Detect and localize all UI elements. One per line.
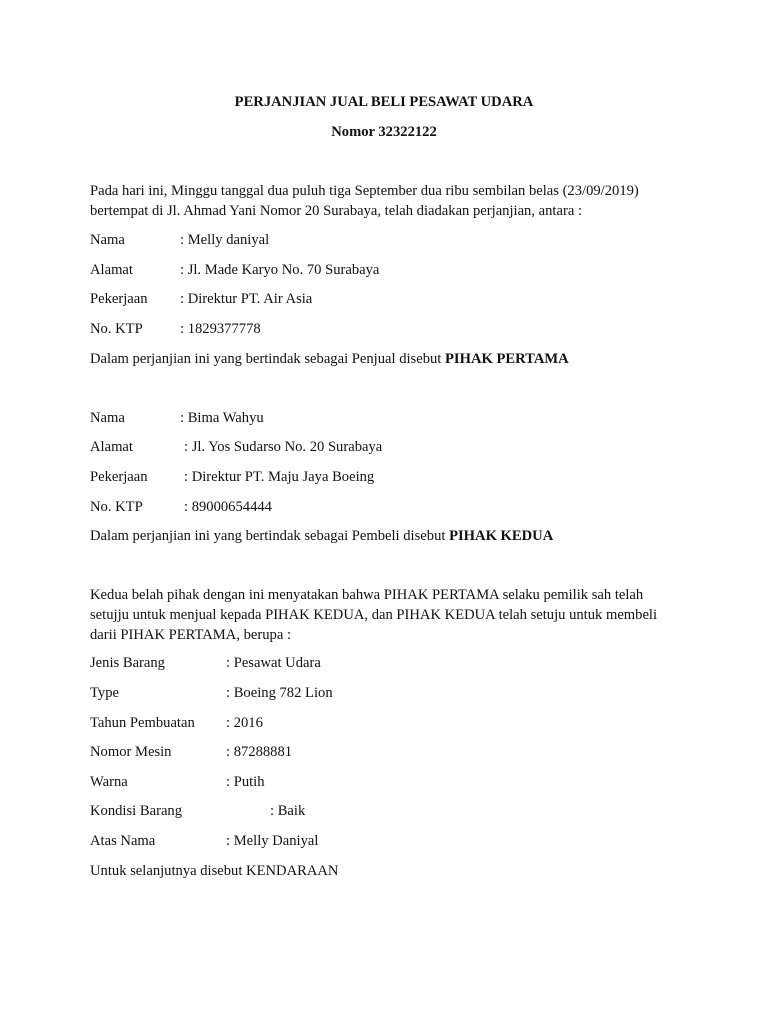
field-value: : 89000654444 bbox=[184, 499, 272, 515]
field-value: : Jl. Yos Sudarso No. 20 Surabaya bbox=[184, 439, 383, 455]
field-label: Atas Nama bbox=[90, 833, 156, 849]
field-label: No. KTP bbox=[90, 499, 143, 515]
document-number: Nomor 32322122 bbox=[331, 124, 437, 140]
party1-role-name: PIHAK PERTAMA bbox=[445, 351, 569, 367]
party2-role-name: PIHAK KEDUA bbox=[449, 528, 554, 544]
agreement-line-3: darii PIHAK PERTAMA, berupa : bbox=[90, 627, 292, 643]
field-value: : Direktur PT. Air Asia bbox=[180, 291, 313, 307]
field-label: Alamat bbox=[90, 262, 133, 278]
field-label: Type bbox=[90, 685, 119, 701]
field-label: Tahun Pembuatan bbox=[90, 715, 195, 731]
field-label: No. KTP bbox=[90, 321, 143, 337]
field-value: : 1829377778 bbox=[180, 321, 261, 337]
field-value: : 2016 bbox=[226, 715, 263, 731]
field-label: Pekerjaan bbox=[90, 469, 148, 485]
field-value: : Boeing 782 Lion bbox=[226, 685, 333, 701]
field-value: : Direktur PT. Maju Jaya Boeing bbox=[184, 469, 375, 485]
agreement-line-2: setujju untuk menjual kepada PIHAK KEDUA, dan PIHAK KEDUA telah setuju untuk membeli bbox=[90, 607, 658, 623]
field-label: Nama bbox=[90, 410, 125, 426]
party1-role-text: Dalam perjanjian ini yang bertindak sebagai Penjual disebut bbox=[90, 351, 446, 367]
agreement-line-1: Kedua belah pihak dengan ini menyatakan bahwa PIHAK PERTAMA selaku pemilik sah telah bbox=[90, 587, 644, 603]
intro-line-1: Pada hari ini, Minggu tanggal dua puluh tiga September dua ribu sembilan belas (23/09/2019) bbox=[90, 183, 639, 199]
closing-line: Untuk selanjutnya disebut KENDARAAN bbox=[90, 863, 339, 879]
field-value: : Jl. Made Karyo No. 70 Surabaya bbox=[180, 262, 380, 278]
field-value: : Melly Daniyal bbox=[226, 833, 319, 849]
field-value: : Melly daniyal bbox=[180, 232, 270, 248]
field-value: : 87288881 bbox=[226, 744, 293, 760]
intro-line-2: bertempat di Jl. Ahmad Yani Nomor 20 Surabaya, telah diadakan perjanjian, antara : bbox=[90, 203, 582, 219]
party1-role bbox=[90, 350, 569, 368]
field-value: : Bima Wahyu bbox=[180, 410, 264, 426]
field-label: Alamat bbox=[90, 439, 133, 455]
document-title: PERJANJIAN JUAL BELI PESAWAT UDARA bbox=[234, 94, 534, 110]
field-label: Kondisi Barang bbox=[90, 803, 183, 819]
field-label: Jenis Barang bbox=[90, 655, 165, 671]
field-label: Warna bbox=[90, 774, 128, 790]
field-value: : Baik bbox=[270, 803, 306, 819]
party2-role bbox=[90, 527, 553, 545]
field-label: Nama bbox=[90, 232, 125, 248]
field-value: : Pesawat Udara bbox=[226, 655, 321, 671]
field-label: Pekerjaan bbox=[90, 291, 148, 307]
field-value: : Putih bbox=[226, 774, 265, 790]
party2-role-text: Dalam perjanjian ini yang bertindak sebagai Pembeli disebut bbox=[90, 528, 450, 544]
field-label: Nomor Mesin bbox=[90, 744, 172, 760]
